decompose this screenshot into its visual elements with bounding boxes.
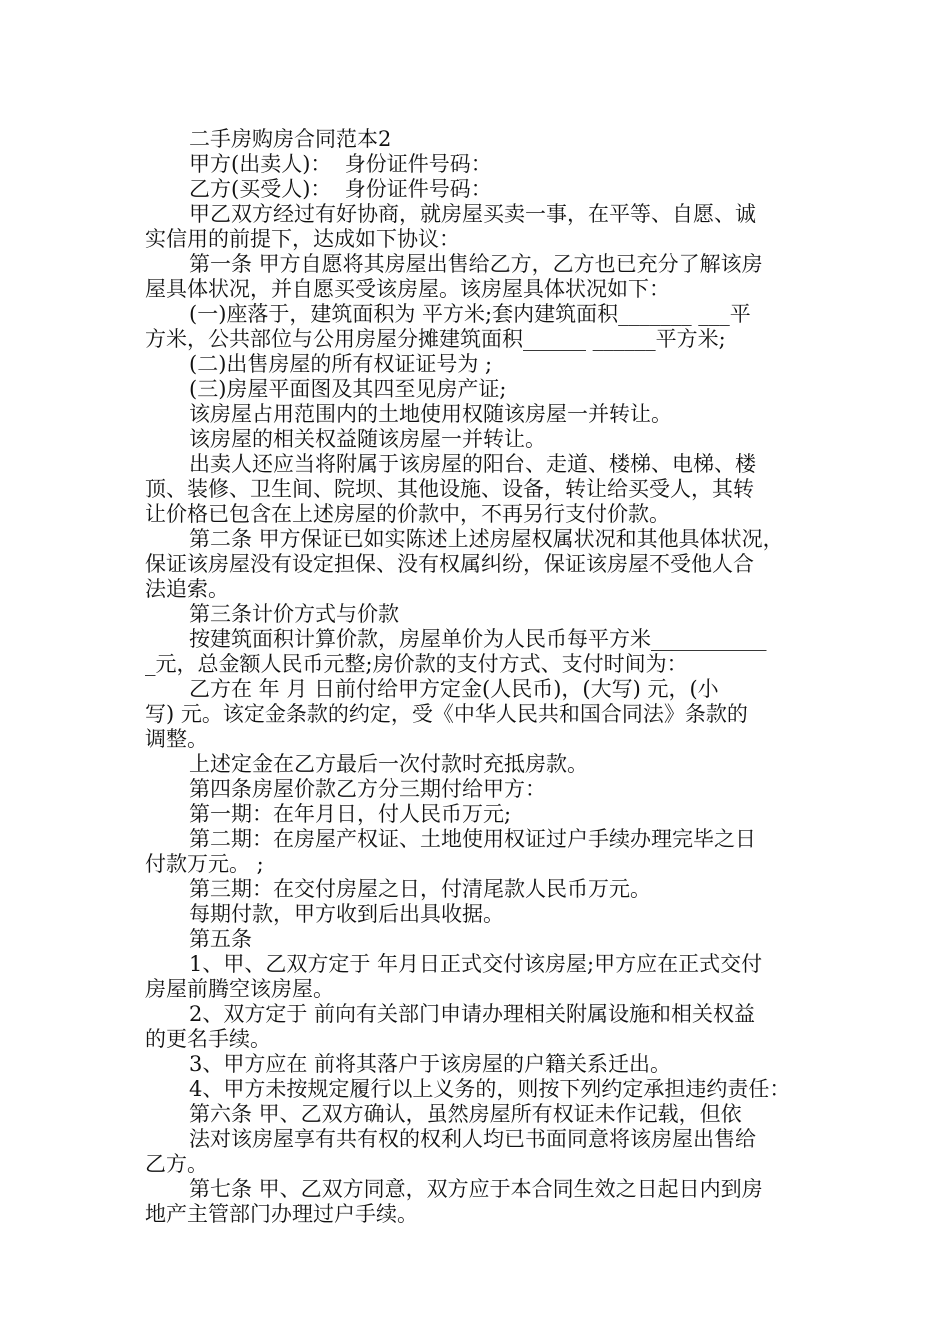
paragraph-line: 乙方。 <box>145 1152 208 1176</box>
clause-5-heading: 第五条 <box>189 927 252 951</box>
paragraph-line: 法追索。 <box>145 577 229 601</box>
paragraph-line: 3、甲方应在 前将其落户于该房屋的户籍关系迁出。 <box>189 1052 672 1076</box>
paragraph-line: 让价格已包含在上述房屋的价款中，不再另行支付价款。 <box>145 502 670 526</box>
paragraph-line: 4、甲方未按规定履行以上义务的，则按下列约定承担违约责任： <box>189 1077 791 1101</box>
paragraph-line: 屋具体状况，并自愿买受该房屋。该房屋具体状况如下： <box>145 277 670 301</box>
paragraph-line: (三)房屋平面图及其四至见房产证; <box>189 377 507 401</box>
paragraph-line: 顶、装修、卫生间、院坝、其他设施、设备，转让给买受人，其转 <box>145 477 754 501</box>
paragraph-line: 该房屋的相关权益随该房屋一并转让。 <box>189 427 546 451</box>
paragraph-line: 该房屋占用范围内的土地使用权随该房屋一并转让。 <box>189 402 672 426</box>
paragraph-line: 付款万元。 ; <box>145 852 264 876</box>
paragraph-line: 乙方在 年 月 日前付给甲方定金(人民币)，(大写) 元，(小 <box>189 677 719 701</box>
paragraph-line: (二)出售房屋的所有权证证号为 ; <box>189 352 493 376</box>
paragraph-line: 房屋前腾空该房屋。 <box>145 977 334 1001</box>
buyer-line: 乙方(买受人)： 身份证件号码： <box>189 177 492 201</box>
clause-4-heading: 第四条房屋价款乙方分三期付给甲方： <box>189 777 546 801</box>
paragraph-line: 保证该房屋没有设定担保、没有权属纠纷，保证该房屋不受他人合 <box>145 552 754 576</box>
document-title: 二手房购房合同范本2 <box>189 127 392 151</box>
paragraph-line: 每期付款，甲方收到后出具收据。 <box>189 902 504 926</box>
paragraph-line: 第一期：在年月日，付人民币万元; <box>189 802 512 826</box>
paragraph-line: 2、双方定于 前向有关部门申请办理相关附属设施和相关权益 <box>189 1002 756 1026</box>
paragraph-line: 法对该房屋享有共有权的权利人均已书面同意将该房屋出售给 <box>189 1127 756 1151</box>
clause-7-heading: 第七条 甲、乙双方同意，双方应于本合同生效之日起日内到房 <box>189 1177 763 1201</box>
paragraph-line: 写) 元。该定金条款的约定，受《中华人民共和国合同法》条款的 <box>145 702 748 726</box>
clause-6-heading: 第六条 甲、乙双方确认，虽然房屋所有权证未作记载，但依 <box>189 1102 742 1126</box>
clause-2-heading: 第二条 甲方保证已如实陈述上述房屋权属状况和其他具体状况， <box>189 527 784 551</box>
paragraph-line: 的更名手续。 <box>145 1027 271 1051</box>
paragraph-line: 上述定金在乙方最后一次付款时充抵房款。 <box>189 752 588 776</box>
paragraph-line: 甲乙双方经过有好协商，就房屋买卖一事，在平等、自愿、诚 <box>189 202 756 226</box>
paragraph-line: 按建筑面积计算价款，房屋单价为人民币每平方米___________ <box>189 627 767 651</box>
paragraph-line: 方米，公共部位与公用房屋分摊建筑面积______ ______平方米; <box>145 327 726 351</box>
seller-line: 甲方(出卖人)： 身份证件号码： <box>189 152 492 176</box>
paragraph-line: 出卖人还应当将附属于该房屋的阳台、走道、楼梯、电梯、楼 <box>189 452 756 476</box>
paragraph-line: 实信用的前提下，达成如下协议： <box>145 227 460 251</box>
paragraph-line: _元，总金额人民币元整;房价款的支付方式、支付时间为： <box>145 652 688 676</box>
paragraph-line: 调整。 <box>145 727 208 751</box>
clause-3-heading: 第三条计价方式与价款 <box>189 602 399 626</box>
paragraph-line: 地产主管部门办理过户手续。 <box>145 1202 418 1226</box>
paragraph-line: (一)座落于，建筑面积为 平方米;套内建筑面积_______ ___平 <box>189 302 751 326</box>
paragraph-line: 第三期：在交付房屋之日，付清尾款人民币万元。 <box>189 877 651 901</box>
paragraph-line: 第二期：在房屋产权证、土地使用权证过户手续办理完毕之日 <box>189 827 756 851</box>
clause-1-heading: 第一条 甲方自愿将其房屋出售给乙方，乙方也已充分了解该房 <box>189 252 763 276</box>
paragraph-line: 1、甲、乙双方定于 年月日正式交付该房屋;甲方应在正式交付 <box>189 952 763 976</box>
